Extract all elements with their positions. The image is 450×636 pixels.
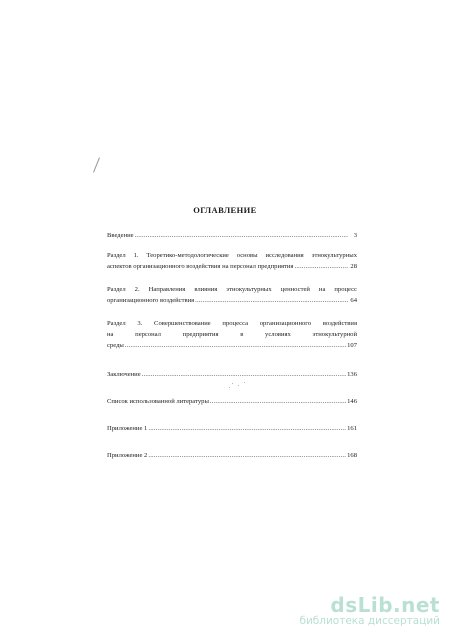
toc-page-number: 28 [350,263,357,270]
toc-dot-leader [148,423,346,434]
toc-entry-text: Приложение 2 [107,452,148,459]
toc-dot-leader [125,340,346,351]
toc-page-number: 107 [347,342,357,349]
toc-page-number: 136 [347,371,357,378]
toc-line [107,423,357,434]
toc-entry-introduction [107,230,357,241]
toc-line [107,396,357,407]
toc-page-number: 3 [353,232,357,239]
toc-entry-text: Заключение [107,371,141,378]
toc-entry-text-line3: среды [107,342,124,349]
toc-entry-text: Введение [107,232,134,239]
toc-entry-section-2 [107,284,357,306]
toc-entry-appendix-2 [107,450,357,461]
toc-page-number: 161 [347,425,357,432]
toc-entry-conclusion [107,369,357,380]
toc-entry-text: Список использованной литературы [107,398,209,405]
toc-entry-bibliography [107,396,357,407]
watermark-tagline: библиотека диссертаций [299,614,440,627]
toc-entry-text-line1: Раздел 3. Совершенствование процесса организационного воздействия [107,320,357,327]
toc-entry-text-line2: аспектов организационного воздействия на персонал предприятия [107,263,294,270]
table-of-contents [107,230,357,461]
toc-entry-text-line1: Раздел 2. Направления влияния этнокультурных ценностей на процесс [107,286,357,293]
toc-dot-leader [210,396,346,407]
watermark [299,592,440,627]
toc-dot-leader [195,295,348,306]
toc-entry-text: Приложение 1 [107,425,148,432]
toc-line [107,340,357,351]
toc-line [107,230,357,241]
toc-page-number: 168 [347,452,357,459]
scan-speck [229,387,230,388]
toc-page-number: 64 [350,297,357,304]
toc-dot-leader [294,261,348,272]
toc-entry-text-line2: на персонал предприятия в условиях этнокультурной [107,331,357,338]
toc-line [107,261,357,272]
toc-dot-leader [135,230,348,241]
watermark-logo: dsLib.net [330,592,440,617]
toc-entry-section-3 [107,318,357,351]
scan-speck [232,383,233,384]
toc-line [107,295,357,306]
toc-line [107,450,357,461]
toc-dot-leader [142,369,346,380]
toc-entry-section-1 [107,250,357,272]
scan-stray-mark [93,157,100,172]
toc-dot-leader [148,450,346,461]
toc-line [107,369,357,380]
scan-speck [238,385,239,386]
toc-page-number: 146 [347,398,357,405]
toc-entry-text-line1: Раздел 1. Теоретико-методологические основы исследования этнокультурных [107,252,357,259]
scan-speck [244,382,245,383]
toc-entry-appendix-1 [107,423,357,434]
toc-entry-text-line2: организационного воздействия [107,297,195,304]
toc-title: ОГЛАВЛЕНИЕ [193,205,257,215]
